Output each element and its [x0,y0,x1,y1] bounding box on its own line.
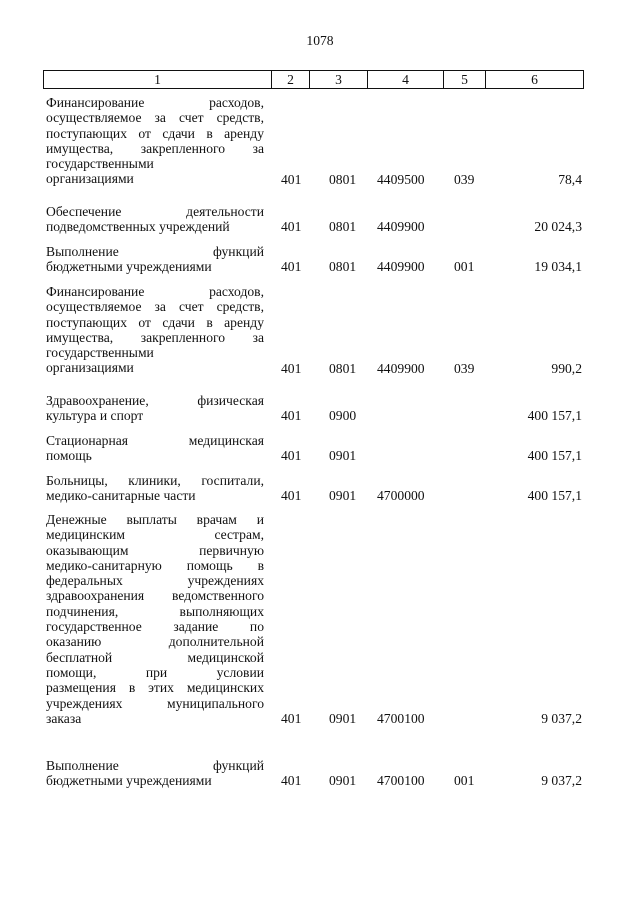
cell-c2: 401 [281,710,302,726]
description-line: бюджетными учреждениями [46,773,212,789]
cell-c6: 400 157,1 [527,448,582,464]
row-description [46,284,264,376]
cell-c3: 0801 [329,171,357,187]
cell-c4: 4409900 [377,360,425,376]
cell-c2: 401 [281,448,302,464]
description-line: подведомственных учреждений [46,219,230,235]
cell-c2: 401 [281,488,302,504]
cell-c4: 4700000 [377,488,425,504]
cell-c3: 0901 [329,448,357,464]
cell-c6: 9 037,2 [541,710,582,726]
description-line: федеральных учреждениях [46,573,264,589]
cell-c6: 19 034,1 [534,259,582,275]
description-line: здравоохранения ведомственного [46,588,264,604]
header-col-3: 3 [309,71,367,88]
table-row [0,95,640,187]
row-description [46,473,264,504]
cell-c5: 039 [454,171,475,187]
description-line: государственными [46,345,154,361]
row-description [46,95,264,187]
description-line: организациями [46,360,134,376]
row-description [46,433,264,464]
description-line: Финансирование расходов, [46,284,264,299]
row-description [46,758,264,789]
description-line: имущества, закрепленного за [46,329,264,345]
cell-c3: 0901 [329,710,357,726]
cell-c2: 401 [281,219,302,235]
cell-c3: 0801 [329,259,357,275]
cell-c5: 001 [454,773,475,789]
description-line: медико-санитарную помощь в [46,557,264,573]
cell-c2: 401 [281,408,302,424]
cell-c2: 401 [281,773,302,789]
description-line: оказывающим первичную [46,542,264,558]
description-line: Денежные выплаты врачам и [46,512,264,527]
description-line: Стационарная медицинская [46,433,264,448]
cell-c3: 0901 [329,488,357,504]
cell-c3: 0900 [329,408,357,424]
description-line: помощь [46,448,92,464]
description-line: культура и спорт [46,408,144,424]
description-line: размещения в этих медицинских [46,680,264,696]
row-description [46,244,264,275]
description-line: помощи, при условии [46,664,264,680]
table-row [0,284,640,376]
description-line: поступающих от сдачи в аренду [46,125,264,141]
cell-c2: 401 [281,259,302,275]
cell-c4: 4409900 [377,259,425,275]
description-line: заказа [46,710,82,726]
description-line: Больницы, клиники, госпитали, [46,473,264,488]
cell-c6: 400 157,1 [527,408,582,424]
table-row [0,512,640,726]
cell-c5: 001 [454,259,475,275]
cell-c2: 401 [281,360,302,376]
cell-c6: 400 157,1 [527,488,582,504]
cell-c4: 4409900 [377,219,425,235]
header-col-4: 4 [367,71,443,88]
description-line: Здравоохранение, физическая [46,393,264,408]
row-description [46,204,264,235]
cell-c6: 78,4 [558,171,582,187]
description-line: Выполнение функций [46,244,264,259]
description-line: бюджетными учреждениями [46,259,212,275]
description-line: бесплатной медицинской [46,649,264,665]
row-description [46,393,264,424]
description-line: подчинения, выполняющих [46,603,264,619]
description-line: имущества, закрепленного за [46,140,264,156]
header-col-6: 6 [485,71,583,88]
table-row [0,473,640,504]
table-row [0,433,640,464]
table-header [43,70,584,89]
cell-c4: 4700100 [377,773,425,789]
cell-c2: 401 [281,171,302,187]
description-line: поступающих от сдачи в аренду [46,314,264,330]
table-row [0,204,640,235]
cell-c6: 990,2 [551,360,582,376]
cell-c3: 0801 [329,360,357,376]
header-col-2: 2 [271,71,309,88]
page-number: 1078 [306,33,334,48]
description-line: Выполнение функций [46,758,264,773]
description-line: медицинским сестрам, [46,527,264,543]
cell-c3: 0901 [329,773,357,789]
table-row [0,244,640,275]
description-line: организациями [46,171,134,187]
description-line: Обеспечение деятельности [46,204,264,219]
description-line: осуществляемое за счет средств, [46,110,264,126]
description-line: учреждениях муниципального [46,695,264,711]
table-row [0,393,640,424]
table-row [0,758,640,789]
header-col-5: 5 [443,71,485,88]
description-line: Финансирование расходов, [46,95,264,110]
description-line: оказанию дополнительной [46,634,264,650]
cell-c5: 039 [454,360,475,376]
description-line: медико-санитарные части [46,488,196,504]
cell-c3: 0801 [329,219,357,235]
header-col-1: 1 [154,72,161,87]
description-line: осуществляемое за счет средств, [46,299,264,315]
cell-c6: 9 037,2 [541,773,582,789]
cell-c6: 20 024,3 [534,219,582,235]
description-line: государственными [46,156,154,172]
description-line: государственное задание по [46,619,264,635]
row-description [46,512,264,726]
cell-c4: 4409500 [377,171,425,187]
cell-c4: 4700100 [377,710,425,726]
